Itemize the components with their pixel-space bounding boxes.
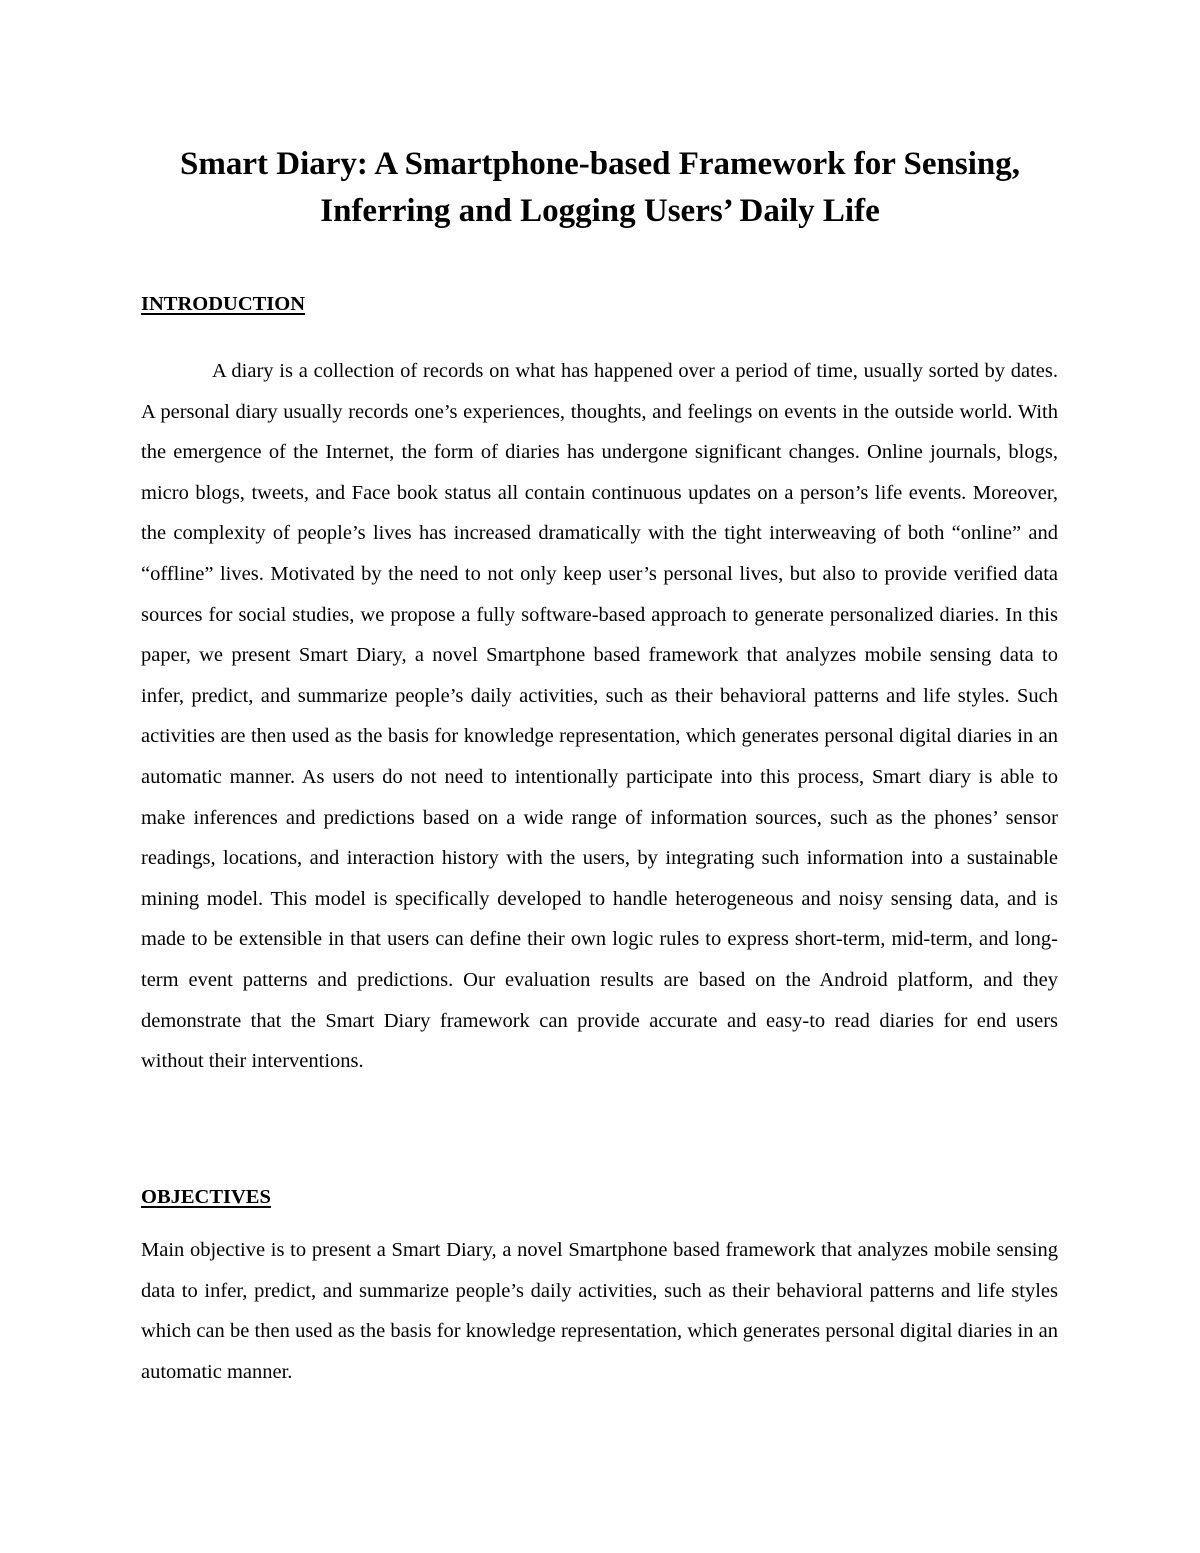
- objectives-heading: OBJECTIVES: [141, 1186, 271, 1208]
- title-line-2: Inferring and Logging Users’ Daily Life: [320, 193, 880, 229]
- introduction-heading: INTRODUCTION: [141, 293, 306, 315]
- document-title: [100, 141, 1100, 235]
- title-line-1: Smart Diary: A Smartphone-based Framework for Sensing,: [180, 146, 1020, 182]
- introduction-paragraph: A diary is a collection of records on what has happened over a period of time, usually sorted by dates. A personal diary usually records one’s experiences, thoughts, and feelings on events in the outside world. With the emergence of the Internet, the form of diaries has undergone significant changes. Online journals, blogs, micro blogs, tweets, and Face book status all contain continuous updates on a person’s life events. Moreover, the complexity of people’s lives has increased dramatically with the tight interweaving of both “online” and “offline” lives. Motivated by the need to not only keep user’s personal lives, but also to provide verified data sources for social studies, we propose a fully software-based approach to generate personalized diaries. In this paper, we present Smart Diary, a novel Smartphone based framework that analyzes mobile sensing data to infer, predict, and summarize people’s daily activities, such as their behavioral patterns and life styles. Such activities are then used as the basis for knowledge representation, which generates personal digital diaries in an automatic manner. As users do not need to intentionally participate into this process, Smart diary is able to make inferences and predictions based on a wide range of information sources, such as the phones’ sensor readings, locations, and interaction history with the users, by integrating such information into a sustainable mining model. This model is specifically developed to handle heterogeneous and noisy sensing data, and is made to be extensible in that users can define their own logic rules to express short-term, mid-term, and long-term event patterns and predictions. Our evaluation results are based on the Android platform, and they demonstrate that the Smart Diary framework can provide accurate and easy-to read diaries for end users without their interventions.: [141, 360, 1058, 1073]
- objectives-paragraph: Main objective is to present a Smart Diary, a novel Smartphone based framework that analyzes mobile sensing data to infer, predict, and summarize people’s daily activities, such as their behavioral patterns and life styles which can be then used as the basis for knowledge representation, which generates personal digital diaries in an automatic manner.: [141, 1239, 1058, 1383]
